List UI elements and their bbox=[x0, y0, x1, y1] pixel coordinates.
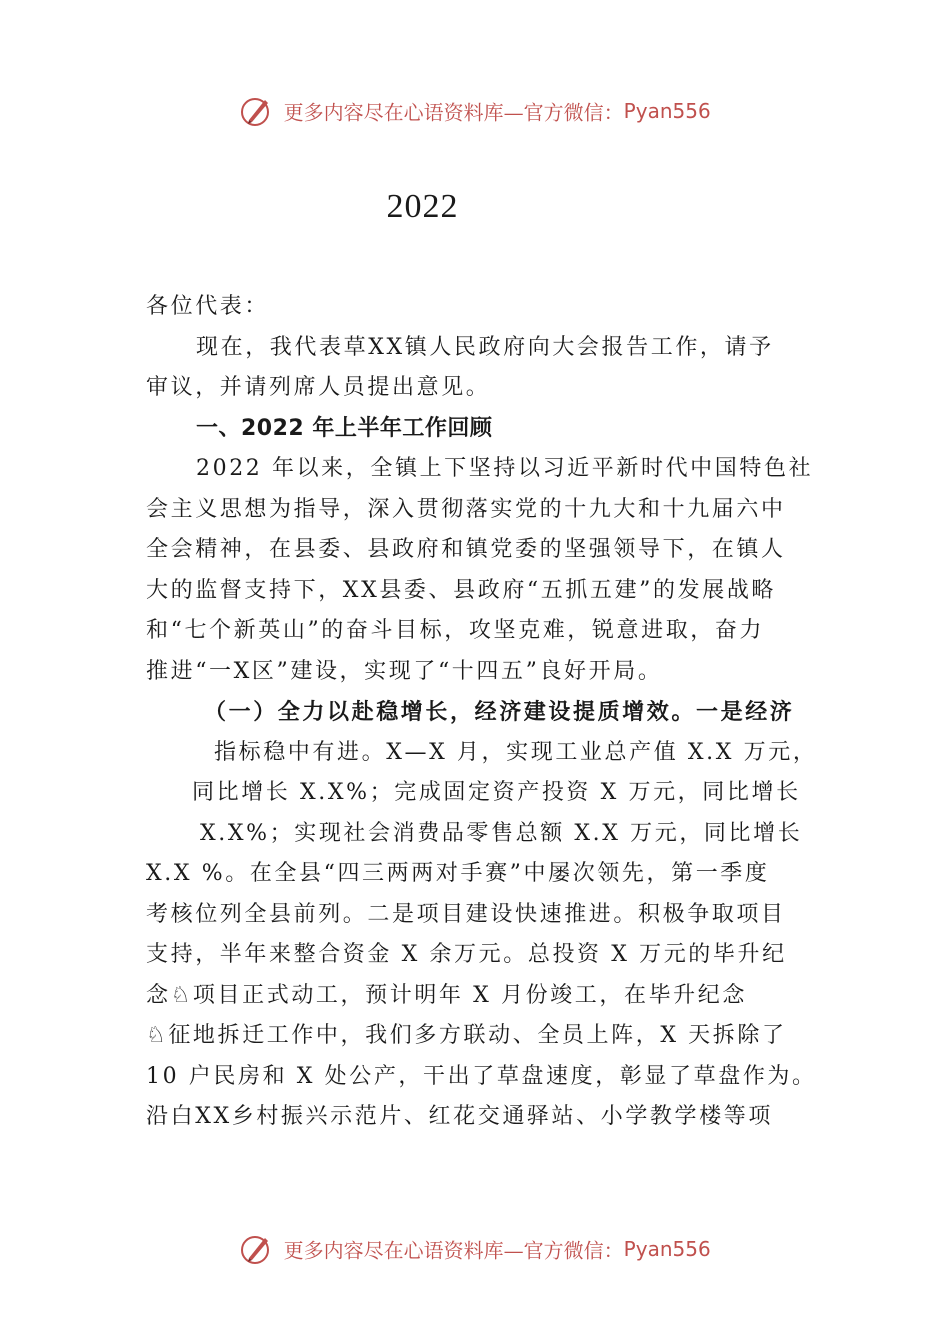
body-line: 支持，半年来整合资金 X 余万元。总投资 X 万元的毕升纪 bbox=[146, 942, 787, 967]
body-line: 考核位列全县前列。二是项目建设快速推进。积极争取项目 bbox=[146, 901, 786, 927]
body-line: 会主义思想为指导，深入贯彻落实党的十九大和十九届六中 bbox=[146, 496, 786, 522]
watermark-id: Pyan556 bbox=[623, 99, 711, 123]
body-line: 指标稳中有进。X—X 月，实现工业总产值 X.X 万元， bbox=[214, 739, 818, 765]
body-line: X.X %。在全县“四三两两对手赛”中屡次领先，第一季度 bbox=[146, 861, 770, 886]
body-line: 现在，我代表草XX镇人民政府向大会报告工作，请予 bbox=[196, 334, 774, 360]
body-line: 沿白XX乡村振兴示范片、红花交通驿站、小学教学楼等项 bbox=[146, 1104, 773, 1129]
document-title: 2022 bbox=[386, 188, 459, 225]
pen-logo-icon bbox=[239, 94, 273, 128]
body-line: 各位代表： bbox=[146, 294, 270, 319]
body-line: 全会精神，在县委、县政府和镇党委的坚强领导下，在镇人 bbox=[146, 537, 786, 562]
body-line: 审议，并请列席人员提出意见。 bbox=[146, 375, 491, 400]
watermark-id: Pyan556 bbox=[623, 1237, 711, 1261]
watermark-bottom bbox=[0, 1232, 950, 1266]
body-line: （一）全力以赴稳增长，经济建设提质增效。一是经济 bbox=[204, 699, 795, 725]
body-line: 10 户民房和 X 处公产，干出了草盘速度，彰显了草盘作为。 bbox=[146, 1063, 817, 1089]
watermark-top bbox=[0, 94, 950, 128]
section-heading: 一、2022 年上半年工作回顾 bbox=[196, 415, 493, 441]
body-line: 和“七个新英山”的奋斗目标，攻坚克难，锐意进取，奋力 bbox=[146, 618, 765, 643]
pen-logo-icon bbox=[239, 1232, 273, 1266]
body-line: 大的监督支持下，XX县委、县政府“五抓五建”的发展战略 bbox=[146, 577, 777, 603]
document-body bbox=[146, 287, 818, 1138]
body-line: 念♘项目正式动工，预计明年 X 月份竣工，在毕升纪念 bbox=[146, 982, 747, 1008]
body-line: X.X%；实现社会消费品零售总额 X.X 万元，同比增长 bbox=[200, 820, 803, 846]
watermark-text: 更多内容尽在心语资料库—官方微信： bbox=[283, 1238, 624, 1263]
body-line: 推进“一X区”建设，实现了“十四五”良好开局。 bbox=[146, 658, 663, 684]
body-line: 同比增长 X.X%；完成固定资产投资 X 万元，同比增长 bbox=[192, 780, 801, 805]
body-line: 2022 年以来，全镇上下坚持以习近平新时代中国特色社 bbox=[196, 456, 814, 481]
body-line: ♘征地拆迁工作中，我们多方联动、全员上阵，X 天拆除了 bbox=[146, 1023, 787, 1048]
watermark-text: 更多内容尽在心语资料库—官方微信： bbox=[283, 100, 624, 125]
